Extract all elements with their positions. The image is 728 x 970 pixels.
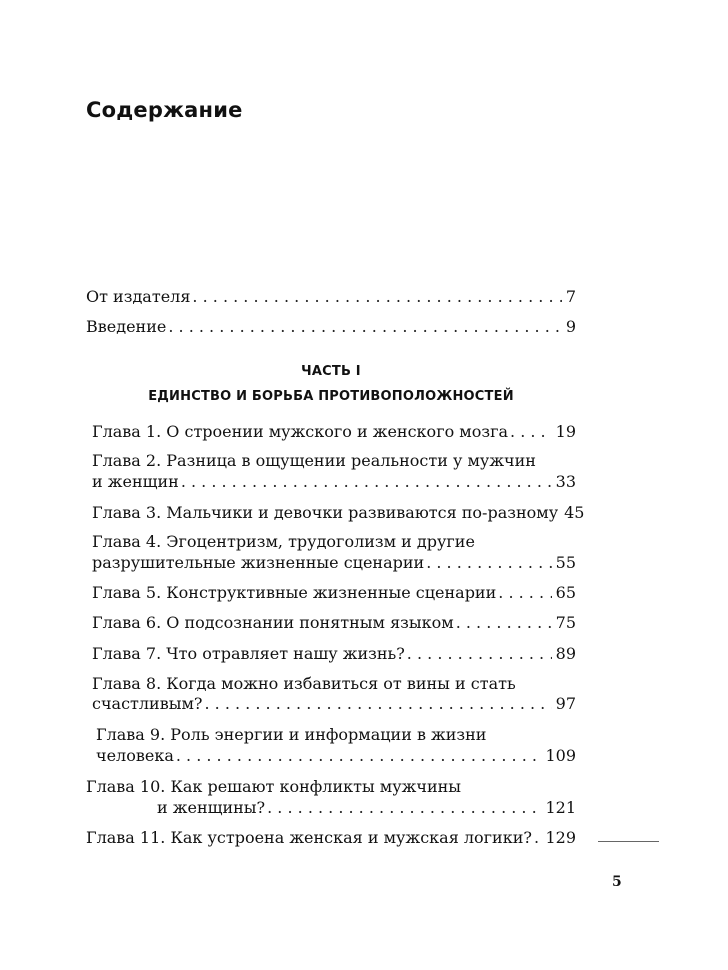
leader-dots	[192, 285, 561, 309]
leader-dots	[267, 796, 541, 820]
toc-entry-page: 109	[545, 746, 576, 765]
part-title: ЕДИНСТВО И БОРЬБА ПРОТИВОПОЛОЖНОСТЕЙ	[148, 389, 514, 404]
leader-dots	[407, 642, 552, 666]
toc-entry-title: Глава 3. Мальчики и девочки развиваются по-разному	[92, 503, 559, 522]
toc-entry-chapter-7[interactable]	[92, 642, 576, 666]
toc-entry-title: Глава 11. Как устроена женская и мужская логики?	[86, 828, 532, 847]
part-label: ЧАСТЬ I	[301, 364, 361, 379]
toc-entry-title: Глава 5. Конструктивные жизненные сценарии	[92, 583, 497, 602]
toc-entry-title: и женщины?	[157, 798, 266, 817]
leader-dots	[534, 826, 542, 850]
toc-entry-chapter-11[interactable]	[86, 826, 576, 850]
toc-entry-chapter-9[interactable]	[96, 744, 576, 768]
toc-entry-chapter-10-line-1[interactable]: Глава 10. Как решают конфликты мужчины	[86, 777, 461, 796]
toc-entry-page: 45	[564, 503, 585, 522]
toc-entry-title: человека	[96, 746, 174, 765]
toc-entry-page: 55	[555, 553, 576, 572]
toc-entry-page: 33	[555, 472, 576, 491]
leader-dots	[181, 470, 552, 494]
leader-dots	[426, 551, 551, 575]
toc-entry-page: 9	[565, 317, 576, 336]
toc-entry-page: 75	[555, 613, 576, 632]
page-title: Содержание	[86, 98, 243, 122]
page-number: 5	[612, 874, 622, 890]
toc-entry-chapter-9-line-1[interactable]: Глава 9. Роль энергии и информации в жизни	[96, 725, 487, 744]
toc-entry-title: счастливым?	[92, 694, 203, 713]
toc-entry-chapter-10[interactable]	[157, 796, 576, 820]
toc-entry-page: 97	[555, 694, 576, 713]
toc-entry-chapter-8[interactable]	[92, 692, 576, 716]
toc-entry-page: 89	[555, 644, 576, 663]
toc-entry-chapter-6[interactable]	[92, 611, 576, 635]
toc-entry-title: Глава 1. О строении мужского и женского мозга	[92, 422, 509, 441]
toc-entry-page: 19	[555, 422, 576, 441]
toc-entry-page: 129	[545, 828, 576, 847]
toc-entry-title: Введение	[86, 317, 167, 336]
toc-entry-chapter-2[interactable]	[92, 470, 576, 494]
toc-entry-chapter-4-line-1[interactable]: Глава 4. Эгоцентризм, трудоголизм и другие	[92, 532, 475, 551]
leader-dots	[176, 744, 542, 768]
leader-dots	[456, 611, 552, 635]
toc-entry-title: разрушительные жизненные сценарии	[92, 553, 425, 572]
toc-entry-title: От издателя	[86, 287, 191, 306]
toc-entry-page: 65	[555, 583, 576, 602]
toc-entry-title: и женщин	[92, 472, 179, 491]
leader-dots	[204, 692, 551, 716]
toc-entry-chapter-8-line-1[interactable]: Глава 8. Когда можно избавиться от вины и стать	[92, 674, 516, 693]
leader-dots	[498, 581, 551, 605]
toc-entry-title: Глава 7. Что отравляет нашу жизнь?	[92, 644, 405, 663]
toc-entry-introduction[interactable]	[86, 315, 576, 339]
toc-entry-chapter-5[interactable]	[92, 581, 576, 605]
toc-entry-page: 121	[545, 798, 576, 817]
leader-dots	[168, 315, 561, 339]
toc-entry-chapter-1[interactable]	[92, 420, 576, 444]
toc-entry-chapter-3[interactable]	[92, 501, 585, 525]
toc-entry-page: 7	[565, 287, 576, 306]
footer-rule	[598, 841, 659, 842]
toc-entry-title: Глава 6. О подсознании понятным языком	[92, 613, 454, 632]
toc-entry-publisher[interactable]	[86, 285, 576, 309]
toc-entry-chapter-4[interactable]	[92, 551, 576, 575]
toc-entry-chapter-2-line-1[interactable]: Глава 2. Разница в ощущении реальности у мужчин	[92, 451, 536, 470]
leader-dots	[510, 420, 552, 444]
